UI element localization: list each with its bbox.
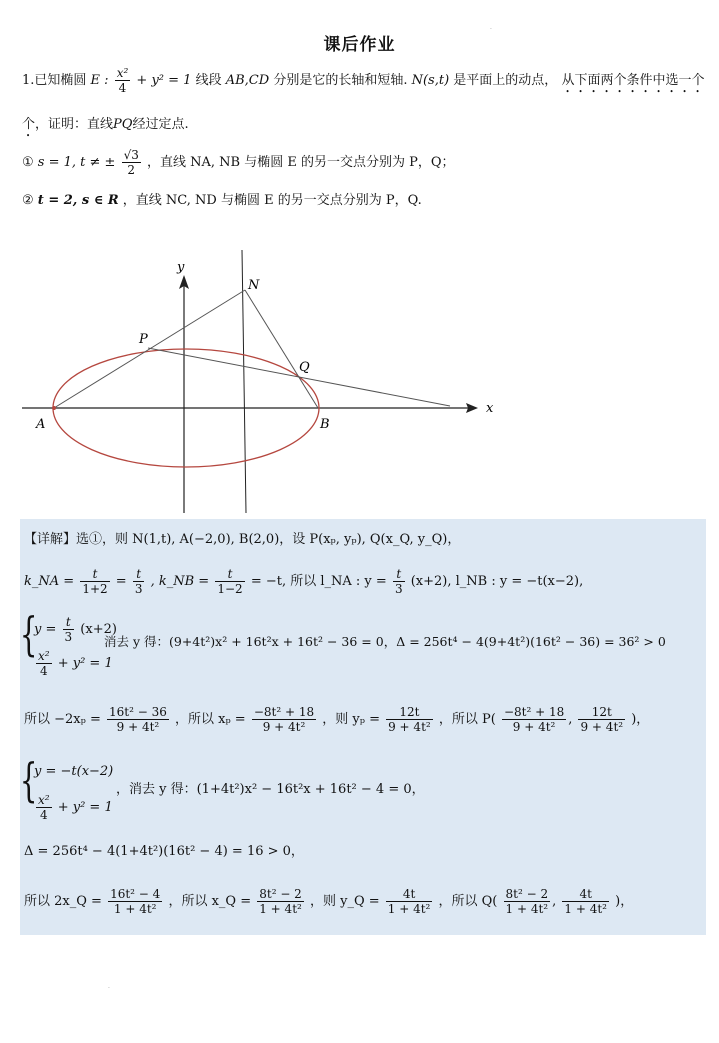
stray-mark-bottom: ·: [108, 985, 110, 992]
label-b: B: [320, 417, 330, 432]
ellipse-fraction: $\frac{\text{x²}}{4}$: [116, 66, 129, 95]
label-x: x: [486, 401, 494, 416]
problem-line-2: 个，证明：直线PQ经过定点.: [22, 117, 189, 132]
vertical-line-x1: [242, 250, 246, 513]
condition-2: ② t = 2, s ∈ R ，直线 NC, ND 与椭圆 E 的另一交点分别为 P，Q.: [22, 193, 422, 208]
label-y: y: [177, 260, 185, 275]
emphasized-instruction: 从下面两个条件中选一个: [561, 73, 705, 88]
stray-mark: ·: [490, 26, 492, 33]
point-a: [52, 406, 56, 410]
line-pq: [148, 348, 450, 406]
system-2-row-2: $\frac{\text{x²}}{4}$ + y² = 1: [38, 793, 113, 822]
label-p: P: [139, 332, 148, 347]
page-title: 课后作业: [323, 35, 396, 55]
solution-line-2: k_NA = $\frac{t}{1+2}$ = $\frac{t}{3}$ , k_NB = $\frac{t}{1-2}$ = −t, 所以 l_NA : y = $\frac{t}{3}$ (x+2), l_NB : y = −t(x−2),: [24, 567, 584, 596]
line-na: [54, 290, 245, 408]
solution-line-7: 所以 2x_Q = $\frac{\text{16t² − 4}}{\text{1 + 4t²}}$ ，所以 x_Q = $\frac{\text{8t² − 2}}{\text{1 + 4t²}}$ ，则 y_Q = $\frac{4t}{\text{1 + 4t²}}$ ，所以 Q( $\frac{\text{8t² − 2}}{\text{1 + 4t²}}$ , $\frac{4t}{\text{1 + 4t²}}$ )，: [24, 887, 634, 916]
system-brace-1: {: [19, 607, 38, 661]
line-nb: [245, 290, 318, 408]
solution-line-4: 所以 −2xₚ = $\frac{\text{16t² − 36}}{\text{9 + 4t²}}$ ，所以 xₚ = $\frac{\text{−8t² + 18}}{\text{9 + 4t²}}$ ，则 yₚ = $\frac{12t}{\text{9 + 4t²}}$ ，所以 P( $\frac{\text{−8t² + 18}}{\text{9 + 4t²}}$ , $\frac{12t}{\text{9 + 4t²}}$ )，: [24, 705, 650, 734]
system-2-result: ，消去 y 得：(1+4t²)x² − 16t²x + 16t² − 4 = 0，: [116, 782, 425, 797]
system-1-result: 消去 y 得：(9+4t²)x² + 16t²x + 16t² − 36 = 0，Δ = 256t⁴ − 4(9+4t²)(16t² − 36) = 36² > 0: [104, 634, 666, 649]
condition-1: ① s = 1, t ≠ ± $\frac{√3}{2}$ ，直线 NA, NB 与椭圆 E 的另一交点分别为 P，Q；: [22, 148, 455, 177]
label-q: Q: [299, 360, 310, 375]
system-1-row-1: y = $\frac{t}{3}$ (x+2): [34, 615, 117, 644]
solution-panel: [20, 519, 706, 935]
system-1-row-2: $\frac{\text{x²}}{4}$ + y² = 1: [38, 649, 113, 678]
label-a: A: [36, 417, 46, 432]
solution-line-1: 【详解】选①，则 N(1,t), A(−2,0), B(2,0)，设 P(xₚ, yₚ), Q(x_Q, y_Q)，: [24, 532, 461, 547]
delta-2: Δ = 256t⁴ − 4(1+4t²)(16t² − 4) = 16 > 0，: [24, 844, 304, 859]
problem-line-1: 1.已知椭圆 E : $\frac{\text{x²}}{4}$ + y² = 1 线段 AB,CD 分别是它的长轴和短轴. N(s,t) 是平面上的动点， 从下面两个条件中选一个: [22, 66, 705, 95]
label-n: N: [248, 278, 260, 293]
system-2-row-1: y = −t(x−2): [34, 764, 114, 779]
system-brace-2: {: [19, 753, 38, 807]
ellipse-diagram: [20, 245, 500, 515]
